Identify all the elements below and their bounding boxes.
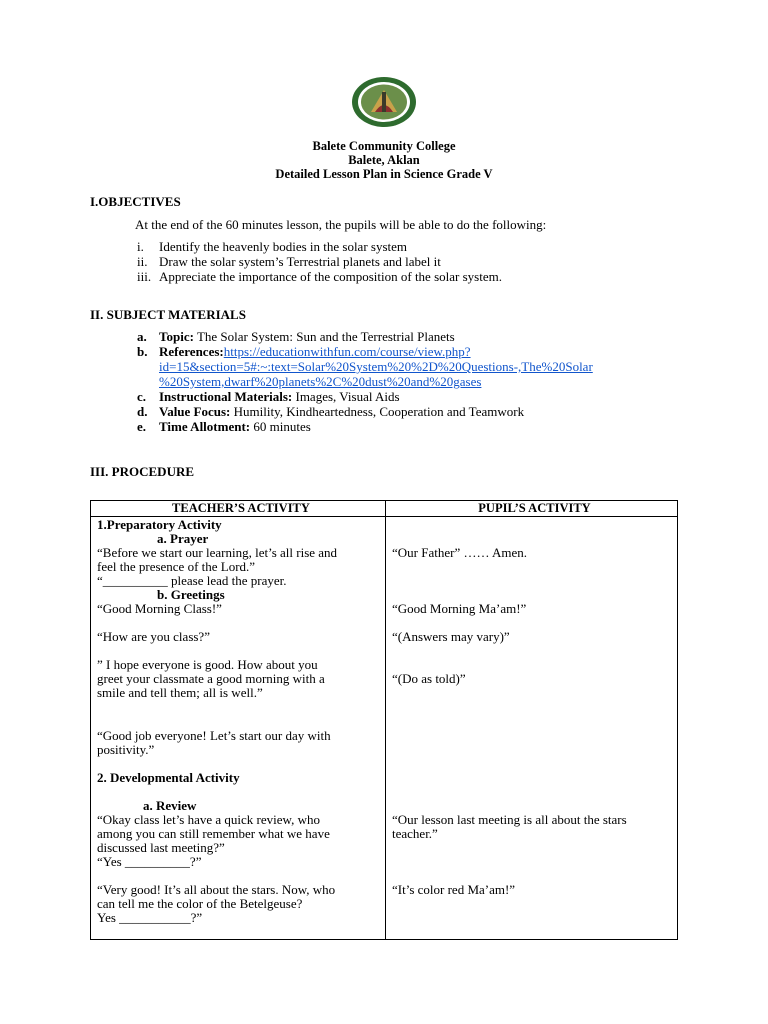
- teacher-line: feel the presence of the Lord.”: [97, 559, 256, 574]
- document-title: Detailed Lesson Plan in Science Grade V: [275, 167, 493, 181]
- college-seal-logo: [351, 76, 417, 128]
- pupil-line: “Good Morning Ma’am!”: [392, 601, 527, 616]
- reference-link[interactable]: https://educationwithfun.com/course/view.php?: [223, 344, 471, 359]
- teacher-line: among you can still remember what we have: [97, 826, 330, 841]
- teacher-line: “Yes __________?”: [97, 854, 202, 869]
- material-time-allotment: e. Time Allotment: 60 minutes: [137, 419, 311, 434]
- materials-heading: II. SUBJECT MATERIALS: [90, 307, 246, 322]
- developmental-activity-heading: 2. Developmental Activity: [97, 770, 240, 785]
- objective-item: i. Identify the heavenly bodies in the solar system: [137, 239, 408, 254]
- teacher-line: “Okay class let’s have a quick review, who: [97, 812, 320, 827]
- procedure-table: [90, 500, 678, 940]
- teacher-line: can tell me the color of the Betelgeuse?: [97, 896, 303, 911]
- pupil-line: “(Answers may vary)”: [392, 629, 510, 644]
- teacher-line: ” I hope everyone is good. How about you: [97, 657, 318, 672]
- teacher-line: Yes ___________?”: [97, 910, 203, 925]
- teacher-line: “Good Morning Class!”: [97, 601, 222, 616]
- prayer-heading: a. Prayer: [157, 531, 209, 546]
- material-topic: a. Topic: The Solar System: Sun and the Terrestrial Planets: [137, 329, 455, 344]
- material-value-focus: d. Value Focus: Humility, Kindheartedness, Cooperation and Teamwork: [137, 404, 525, 419]
- teacher-line: positivity.”: [97, 742, 155, 757]
- teacher-line: “Good job everyone! Let’s start our day with: [97, 728, 331, 743]
- objectives-intro: At the end of the 60 minutes lesson, the pupils will be able to do the following:: [135, 217, 547, 232]
- material-references: b. References:https://educationwithfun.com/course/view.php?: [137, 344, 471, 359]
- reference-link-line2-wrap: [159, 359, 593, 375]
- teacher-column-header: TEACHER’S ACTIVITY: [91, 501, 386, 517]
- greetings-heading: b. Greetings: [157, 587, 225, 602]
- teacher-line: discussed last meeting?”: [97, 840, 225, 855]
- objectives-heading: I.OBJECTIVES: [90, 194, 181, 209]
- college-name: Balete Community College: [312, 139, 456, 153]
- objective-item: ii. Draw the solar system’s Terrestrial planets and label it: [137, 254, 441, 269]
- teacher-line: “__________ please lead the prayer.: [97, 573, 287, 588]
- pupil-line: “(Do as told)”: [392, 671, 466, 686]
- pupil-column-header: PUPIL’S ACTIVITY: [386, 501, 678, 517]
- teacher-line: “Before we start our learning, let’s all rise and: [97, 545, 338, 560]
- teacher-activity-cell: [91, 517, 386, 940]
- procedure-heading: III. PROCEDURE: [90, 464, 195, 479]
- teacher-line: smile and tell them; all is well.”: [97, 685, 263, 700]
- preparatory-activity-heading: 1.Preparatory Activity: [97, 517, 222, 532]
- teacher-line: “How are you class?”: [97, 629, 210, 644]
- pupil-line: “It’s color red Ma’am!”: [392, 882, 516, 897]
- review-heading: a. Review: [143, 798, 197, 813]
- material-instructional: c. Instructional Materials: Images, Visual Aids: [137, 389, 400, 404]
- pupil-activity-cell: [386, 517, 678, 940]
- pupil-line: “Our Father” …… Amen.: [392, 545, 528, 560]
- reference-link[interactable]: id=15&section=5#:~:text=Solar%20System%20%2D%20Questions-,The%20Solar: [159, 359, 593, 374]
- teacher-line: “Very good! It’s all about the stars. Now, who: [97, 882, 336, 897]
- pupil-line: “Our lesson last meeting is all about the stars: [392, 812, 627, 827]
- objective-item: iii. Appreciate the importance of the composition of the solar system.: [137, 269, 502, 284]
- reference-link[interactable]: %20System,dwarf%20planets%2C%20dust%20and%20gases: [159, 374, 482, 389]
- college-location: Balete, Aklan: [348, 153, 420, 167]
- reference-link-line3-wrap: [159, 374, 481, 390]
- pupil-line: teacher.”: [392, 826, 438, 841]
- teacher-line: greet your classmate a good morning with a: [97, 671, 325, 686]
